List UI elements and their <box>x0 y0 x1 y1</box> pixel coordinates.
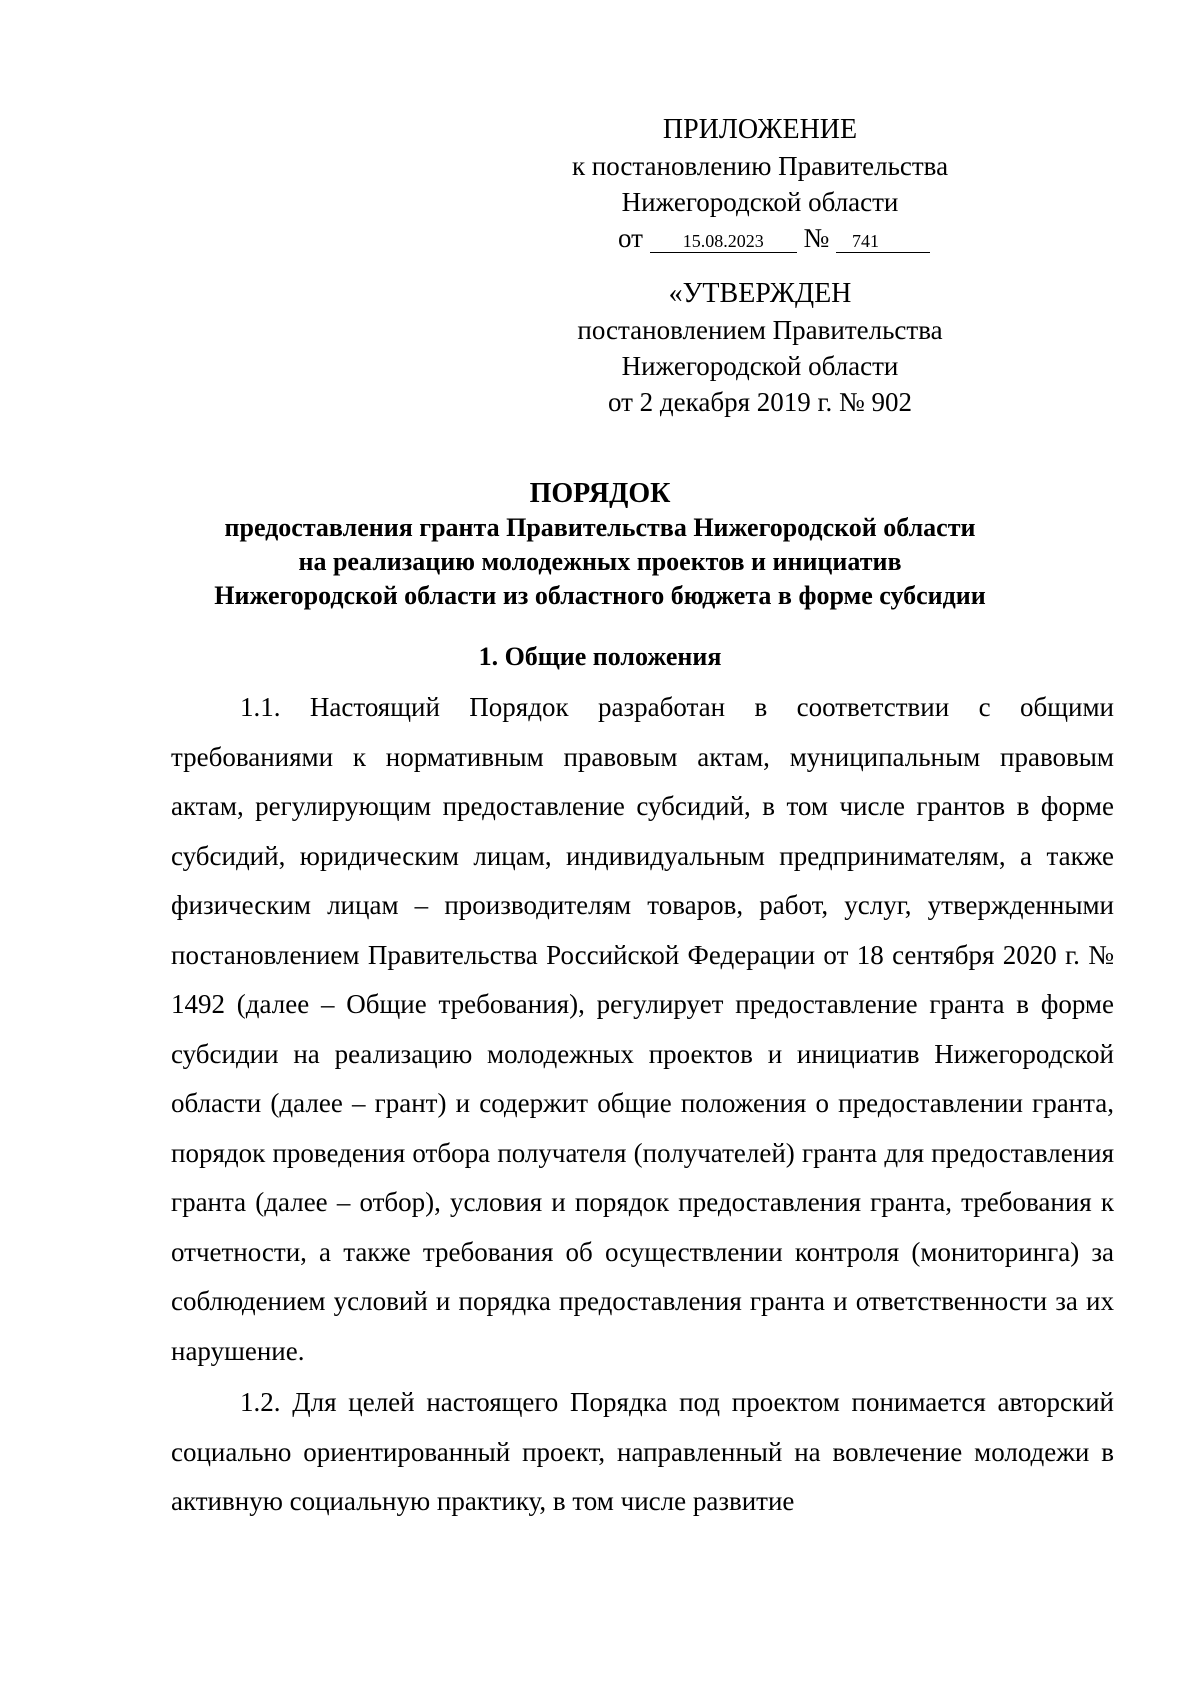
approved-line-3: от 2 декабря 2019 г. № 902 <box>607 387 913 417</box>
document-title-main: ПОРЯДОК <box>529 478 671 509</box>
document-title-line-2: на реализацию молодежных проектов и инициатив <box>298 547 902 576</box>
approved-block <box>540 276 980 420</box>
approved-title: «УТВЕРЖДЕН <box>668 278 852 309</box>
appendix-block <box>540 112 980 256</box>
from-label: от <box>618 223 643 253</box>
appendix-title: ПРИЛОЖЕНИЕ <box>662 114 858 145</box>
document-body <box>171 683 1114 1527</box>
document-title <box>150 477 1050 613</box>
paragraph-1-2: 1.2. Для целей настоящего Порядка под проектом понимается авторский социально ориентированный проект, направленный на вовлечение молодежи в активную социальную практику, в том числе развитие <box>171 1387 1114 1516</box>
appendix-line-2: Нижегородской области <box>621 187 899 217</box>
approved-line-1: постановлением Правительства <box>577 315 943 345</box>
document-title-line-3: Нижегородской области из областного бюджета в форме субсидии <box>214 581 986 610</box>
section-heading: 1. Общие положения <box>478 642 722 671</box>
appendix-dateline <box>540 220 980 256</box>
decree-date: 15.08.2023 <box>650 230 797 253</box>
appendix-line-1: к постановлению Правительства <box>571 151 949 181</box>
decree-number: 741 <box>836 230 930 253</box>
document-title-line-1: предоставления гранта Правительства Нижегородской области <box>224 513 976 542</box>
number-label: № <box>803 223 830 253</box>
approved-line-2: Нижегородской области <box>621 351 899 381</box>
paragraph-1-1: 1.1. Настоящий Порядок разработан в соответствии с общими требованиями к нормативным правовым актам, муниципальным правовым актам, регулирующим предоставление субсидий, в том числе грантов в форме субсидий, юридическим лицам, индивидуальным предпринимателям, а также физическим лицам – производителям товаров, работ, услуг, утвержденными постановлением Правительства Российской Федерации от 18 сентября 2020 г. № 1492 (далее – Общие требования), регулирует предоставление гранта в форме субсидии на реализацию молодежных проектов и инициатив Нижегородской области (далее – грант) и содержит общие положения о предоставлении гранта, порядок проведения отбора получателя (получателей) гранта для предоставления гранта (далее – отбор), условия и порядок предоставления гранта, требования к отчетности, а также требования об осуществлении контроля (мониторинга) за соблюдением условий и порядка предоставления гранта и ответственности за их нарушение. <box>171 692 1114 1366</box>
